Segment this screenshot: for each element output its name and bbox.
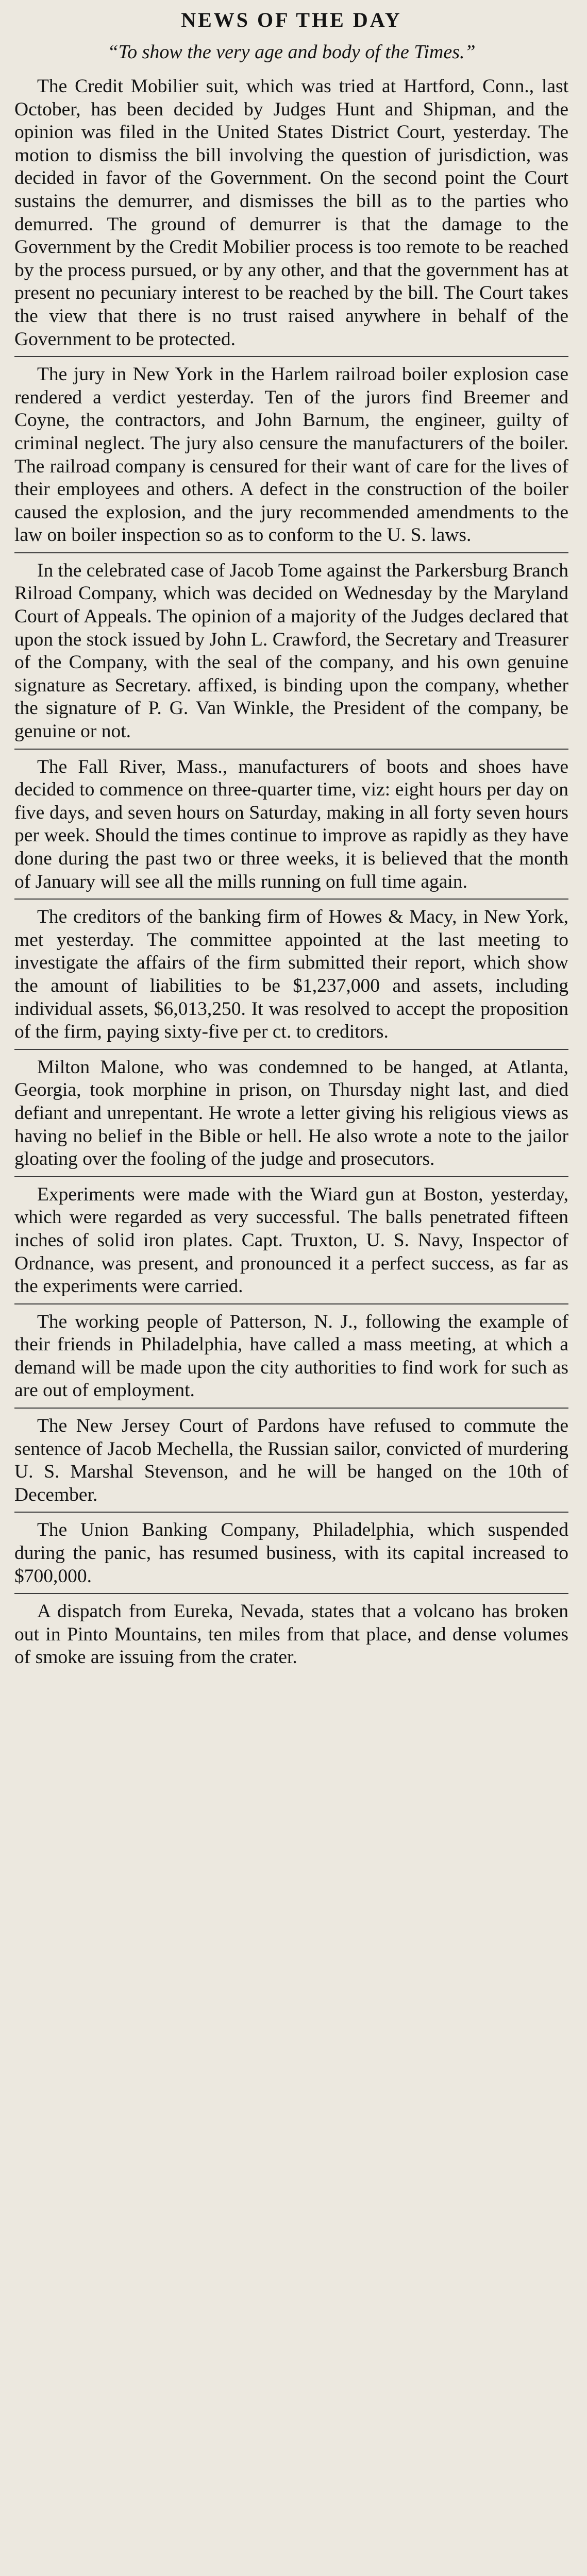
item-divider (14, 1408, 568, 1409)
item-divider (14, 552, 568, 553)
news-item (14, 560, 568, 743)
news-item (14, 363, 568, 547)
news-item (14, 756, 568, 894)
news-item (14, 1056, 568, 1171)
item-divider (14, 749, 568, 750)
item-divider (14, 899, 568, 900)
news-item-text: Milton Malone, who was condemned to be hanged, at Atlanta, Georgia, took morphine in prison, on Thursday night last, and died defiant and unrepentant. He wrote a letter giving his religious views as having no belief in the Bible or hell. He also wrote a note to the jailor gloating over the fooling of the judge and prosecutors. (14, 1056, 568, 1170)
item-divider (14, 1176, 568, 1177)
news-item-text: A dispatch from Eureka, Nevada, states that a volcano has broken out in Pinto Mountains, ten miles from that place, and dense volumes of smoke are issuing from the crater. (14, 1601, 568, 1668)
news-item (14, 906, 568, 1044)
news-item-text: The creditors of the banking firm of Howes & Macy, in New York, met yesterday. The committee appointed at the last meeting to investigate the affairs of the firm submitted their report, which show the amount of liabilities to be $1,237,000 and assets, including individual assets, $6,013,250. It was resolved to accept the proposition of the firm, paying sixty-five per ct. to creditors. (14, 906, 568, 1043)
news-item-text: The Union Banking Company, Philadelphia, which suspended during the panic, has resumed business, with its capital increased to $700,000. (14, 1519, 568, 1587)
news-item-text: The working people of Patterson, N. J., following the example of their friends in Philadelphia, have called a mass meeting, at which a demand will be made upon the city authorities to find work for such as are out of employment. (14, 1311, 568, 1401)
item-divider (14, 1049, 568, 1050)
item-divider (14, 1303, 568, 1304)
news-item (14, 1183, 568, 1298)
news-item-text: Experiments were made with the Wiard gun at Boston, yesterday, which were regarded as very successful. The balls penetrated fifteen inches of solid iron plates. Capt. Truxton, U. S. Navy, Inspector of Ordnance, was present, and pronounced it a perfect success, as far as the experiments were carried. (14, 1183, 568, 1297)
news-item (14, 75, 568, 351)
news-item-text: The New Jersey Court of Pardons have refused to commute the sentence of Jacob Mechella, the Russian sailor, convicted of murdering U. S. Marshal Stevenson, and he will be hanged on the 10th of December. (14, 1415, 568, 1505)
column-heading: NEWS OF THE DAY (181, 8, 402, 31)
item-divider (14, 1593, 568, 1594)
news-item (14, 1600, 568, 1669)
news-item-text: The Credit Mobilier suit, which was tried at Hartford, Conn., last October, has been decided by Judges Hunt and Shipman, and the opinion was filed in the United States District Court, yesterday. The motion to dismiss the bill involving the question of jurisdiction, was decided in favor of the Government. On the second point the Court sustains the demurrer, and dismisses the bill as to the parties who demurred. The ground of demurrer is that the damage to the Government by the Credit Mobilier process is too remote to be reached by the process pursued, or by any other, and that the government has at present no pecuniary interest to be reached by the bill. The Court takes the view that there is no trust raised anywhere in behalf of the Government to be protected. (14, 76, 568, 350)
news-item (14, 1311, 568, 1402)
item-divider (14, 356, 568, 357)
news-item-text: The Fall River, Mass., manufacturers of boots and shoes have decided to commence on three-quarter time, viz: eight hours per day on five days, and seven hours on Saturday, making in all forty seven hours per week. Should the times continue to improve as rapidly as they have done during the past two or three weeks, it is believed that the month of January will see all the mills running on full time again. (14, 756, 568, 892)
news-item-text: In the celebrated case of Jacob Tome against the Parkersburg Branch Rilroad Company, which was decided on Wednesday by the Maryland Court of Appeals. The opinion of a majority of the Judges declared that upon the stock issued by John L. Crawford, the Secretary and Treasurer of the Company, with the seal of the company, and his own genuine signature as Secretary. affixed, is binding upon the company, whether the signature of P. G. Van Winkle, the President of the company, be genuine or not. (14, 560, 569, 742)
news-item (14, 1519, 568, 1588)
column-motto: “To show the very age and body of the Times.” (107, 41, 476, 63)
news-item-text: The jury in New York in the Harlem railroad boiler explosion case rendered a verdict yesterday. Ten of the jurors find Breemer and Coyne, the contractors, and John Barnum, the engineer, guilty of criminal neglect. The jury also censure the manufacturers of the boiler. The railroad company is censured for their want of care for the lives of their employees and others. A defect in the construction of the boiler caused the explosion, and the jury recommended amendments to the law on boiler inspection so as to conform to the U. S. laws. (14, 364, 568, 546)
item-divider (14, 1512, 568, 1513)
news-item (14, 1415, 568, 1506)
